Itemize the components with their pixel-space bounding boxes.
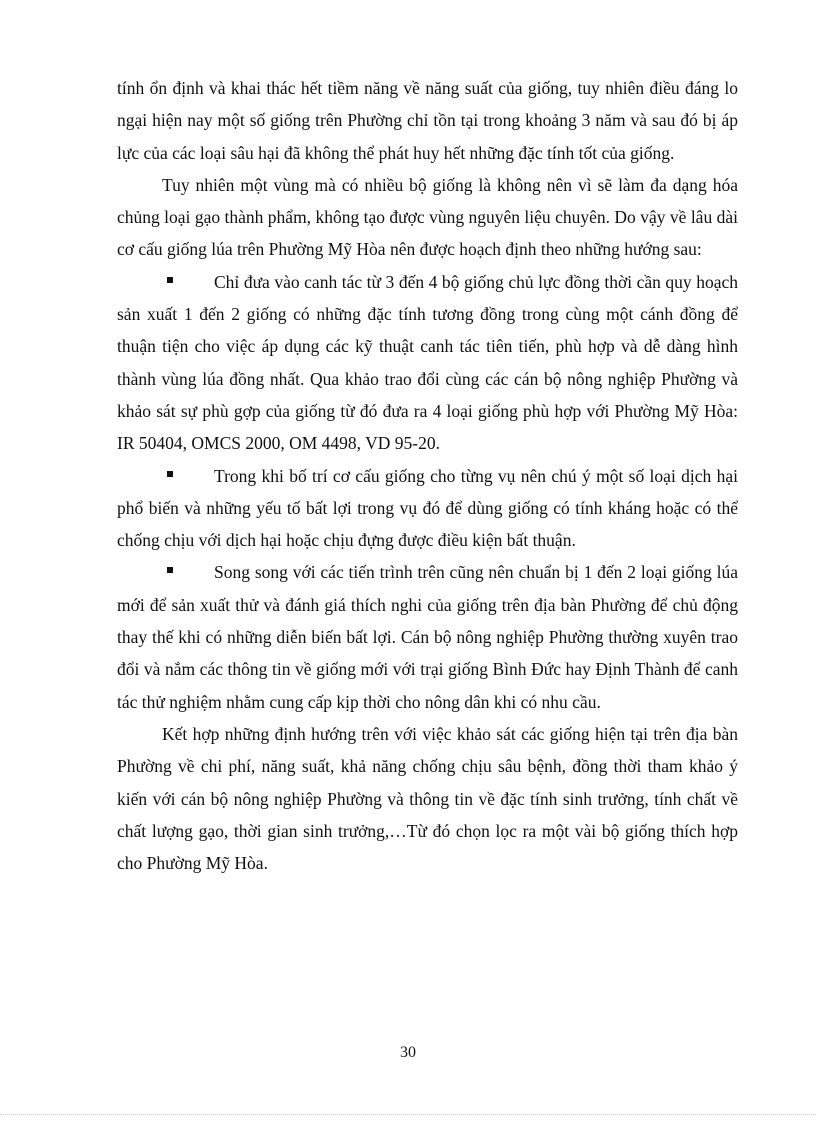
paragraph-conclusion: Kết hợp những định hướng trên với việc khảo sát các giống hiện tại trên địa bàn Phường về chi phí, năng suất, khả năng chống chịu sâu bệnh, đồng thời tham khảo ý kiến với cán bộ nông nghiệp Phường và thông tin về đặc tính sinh trưởng, tính chất về chất lượng gạo, thời gian sinh trưởng,…Từ đó chọn lọc ra một vài bộ giống thích hợp cho Phường Mỹ Hòa. bbox=[117, 723, 738, 874]
paragraph-intro: Tuy nhiên một vùng mà có nhiều bộ giống là không nên vì sẽ làm đa dạng hóa chủng loại gạo thành phẩm, không tạo được vùng nguyên liệu chuyên. Do vậy về lâu dài cơ cấu giống lúa trên Phường Mỹ Hòa nên được hoạch định theo những hướng sau: bbox=[117, 174, 738, 260]
page-number: 30 bbox=[400, 1044, 416, 1061]
body-text bbox=[117, 72, 738, 879]
square-bullet-icon bbox=[167, 471, 173, 477]
bullet-text: Song song với các tiến trình trên cũng nên chuẩn bị 1 đến 2 loại giống lúa mới để sản xuất thử và đánh giá thích nghi của giống trên địa bàn Phường để chủ động thay thế khi có những diễn biến bất lợi. Cán bộ nông nghiệp Phường thường xuyên trao đổi và nắm các thông tin về giống mới với trại giống Bình Đức hay Định Thành để canh tác thử nghiệm nhằm cung cấp kịp thời cho nông dân khi có nhu cầu. bbox=[117, 562, 738, 712]
bullet-text: Trong khi bố trí cơ cấu giống cho từng vụ nên chú ý một số loại dịch hại phổ biến và những yếu tố bất lợi trong vụ đó để dùng giống có tính kháng hoặc có thể chống chịu với dịch hại hoặc chịu đựng được điều kiện bất thuận. bbox=[117, 465, 738, 551]
square-bullet-icon bbox=[167, 277, 173, 283]
bullet-item-new-varieties bbox=[117, 556, 738, 717]
bullet-text: Chỉ đưa vào canh tác từ 3 đến 4 bộ giống chủ lực đồng thời cần quy hoạch sản xuất 1 đến 2 giống có những đặc tính tương đồng trong cùng một cánh đồng để thuận tiện cho việc áp dụng các kỹ thuật canh tác tiên tiến, phù hợp và dễ dàng hình thành vùng lúa đồng nhất. Qua khảo trao đổi cùng các cán bộ nông nghiệp Phường và khảo sát sự phù gợp của giống từ đó đưa ra 4 loại giống phù hợp với Phường Mỹ Hòa: IR 50404, OMCS 2000, OM 4498, VD 95-20. bbox=[117, 271, 738, 454]
paragraph-continuation: tính ổn định và khai thác hết tiềm năng về năng suất của giống, tuy nhiên điều đáng lo ngại hiện nay một số giống trên Phường chỉ tồn tại trong khoảng 3 năm và sau đó bị áp lực của các loại sâu hại đã không thể phát huy hết những đặc tính tốt của giống. bbox=[117, 78, 738, 163]
page-bottom-divider bbox=[0, 1114, 816, 1115]
bullet-item-pests bbox=[117, 460, 738, 557]
square-bullet-icon bbox=[167, 567, 173, 573]
bullet-item-varieties bbox=[117, 266, 738, 460]
